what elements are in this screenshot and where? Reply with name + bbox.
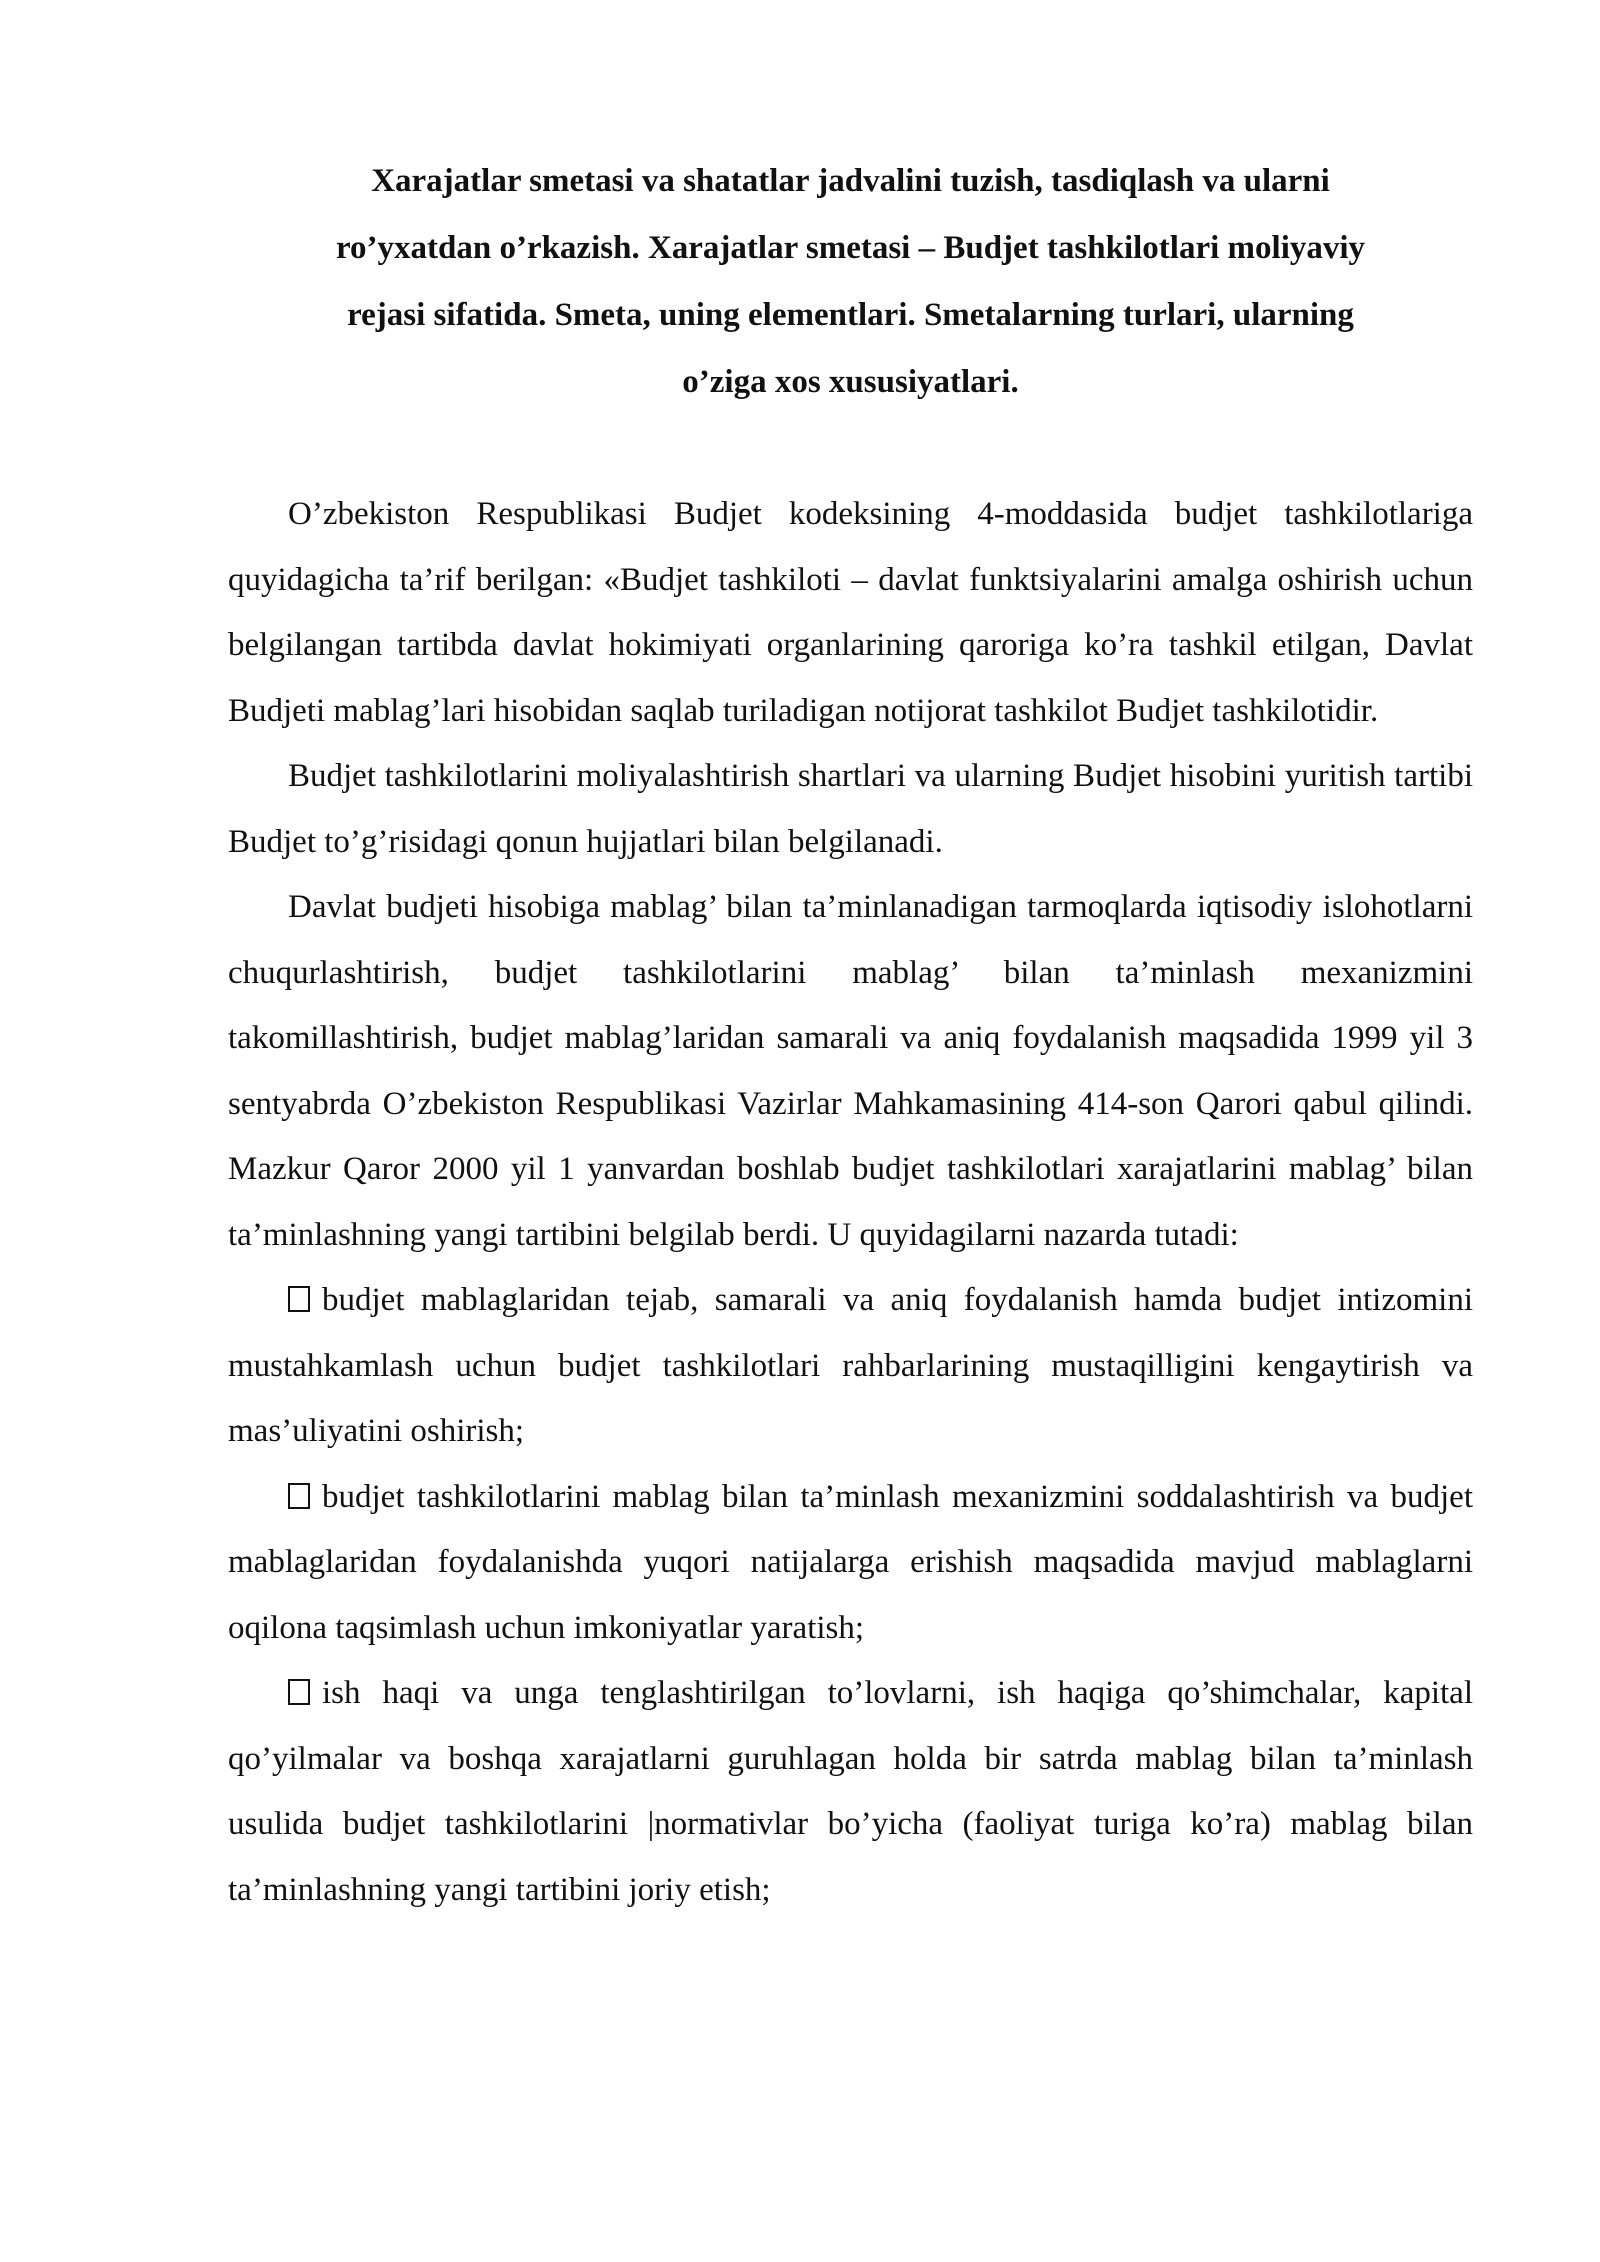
paragraph: Davlat budjeti hisobiga mablag’ bilan ta’minlanadigan tarmoqlarda iqtisodiy islohotlarni chuqurlashtirish, budjet tashkilotlarini mablag’ bilan ta’minlash mexanizmini takomillashtirish, budjet mablag’laridan samarali va aniq foydalanish maqsadida 1999 yil 3 sentyabrda O’zbekiston Respublikasi Vazirlar Mahkamasining 414-son Qarori qabul qilindi. Mazkur Qaror 2000 yil 1 yanvardan boshlab budjet tashkilotlari xarajatlarini mablag’ bilan ta’minlashning yangi tartibini belgilab berdi. U quyidagilarni nazarda tutadi: [228, 889, 1473, 1253]
title-line: ro’yxatdan o’rkazish. Xarajatlar smetasi – Budjet tashkilotlari moliyaviy [335, 230, 1366, 266]
title-line: o’ziga xos xususiyatlari. [682, 364, 1019, 400]
bullet-item [228, 1661, 1473, 1923]
bullet-box-icon [288, 1286, 310, 1312]
bullet-item [228, 1268, 1473, 1465]
paragraph: O’zbekiston Respublikasi Budjet kodeksining 4-moddasida budjet tashkilotlariga quyidagicha ta’rif berilgan: «Budjet tashkiloti – davlat funktsiyalarini amalga oshirish uchun belgilangan tartibda davlat hokimiyati organlarining qaroriga ko’ra tashkil etilgan, Davlat Budjeti mablag’lari hisobidan saqlab turiladigan notijorat tashkilot Budjet tashkilotidir. [228, 496, 1473, 729]
title-line: rejasi sifatida. Smeta, uning elementlari. Smetalarning turlari, ularning [347, 297, 1354, 333]
bullet-text: budjet tashkilotlarini mablag bilan ta’minlash mexanizmini soddalashtirish va budjet mablaglaridan foydalanishda yuqori natijalarga erishish maqsadida mavjud mablaglarni oqilona taqsimlash uchun imkoniyatlar yaratish; [228, 1478, 1473, 1646]
title-line: Xarajatlar smetasi va shatatlar jadvalini tuzish, tasdiqlash va ularni [371, 163, 1330, 199]
bullet-text: ish haqi va unga tenglashtirilgan to’lovlarni, ish haqiga qo’shimchalar, kapital qo’yilmalar va boshqa xarajatlarni guruhlagan holda bir satrda mablag bilan ta’minlash usulida budjet tashkilotlarini |normativlar bo’yicha (faoliyat turiga ko’ra) mablag bilan ta’minlashning yangi tartibini joriy etish; [228, 1675, 1473, 1908]
bullet-box-icon [288, 1679, 310, 1705]
document-body [228, 482, 1473, 1923]
paragraph: Budjet tashkilotlarini moliyalashtirish shartlari va ularning Budjet hisobini yuritish tartibi Budjet to’g’risidagi qonun hujjatlari bilan belgilanadi. [228, 758, 1473, 860]
document-title [248, 148, 1453, 416]
document-page [228, 148, 1473, 1923]
bullet-item [228, 1465, 1473, 1662]
bullet-text: budjet mablaglaridan tejab, samarali va aniq foydalanish hamda budjet intizomini mustahkamlash uchun budjet tashkilotlari rahbarlarining mustaqilligini kengaytirish va mas’uliyatini oshirish; [228, 1282, 1473, 1449]
bullet-box-icon [288, 1483, 310, 1509]
